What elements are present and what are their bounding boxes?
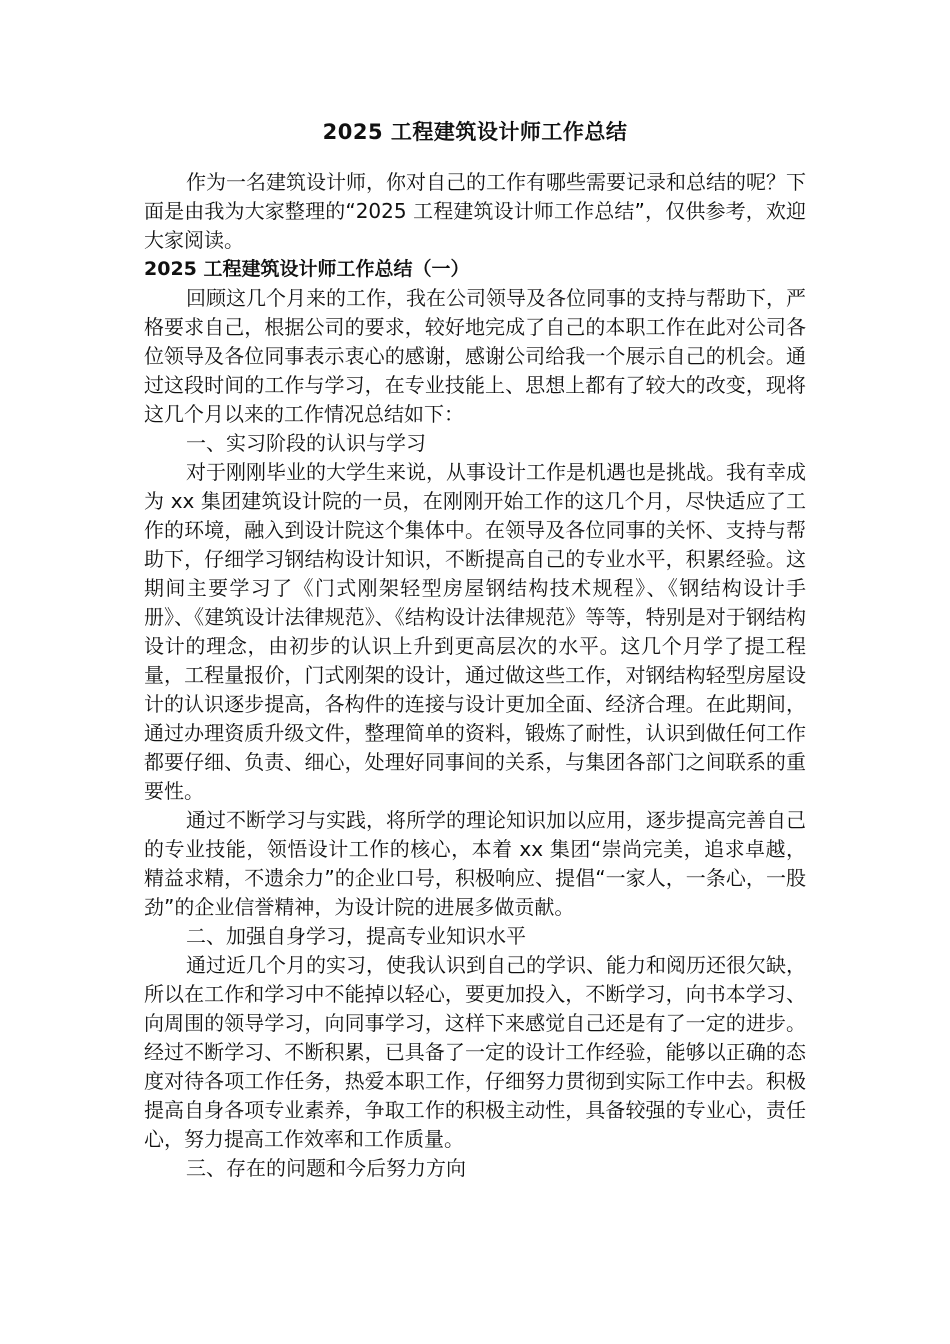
document-title: 2025 工程建筑设计师工作总结 — [322, 120, 628, 144]
paragraph-internship: 对于刚刚毕业的大学生来说，从事设计工作是机遇也是挑战。我有幸成为 xx 集团建筑设计院的一员，在刚刚开始工作的这几个月，尽快适应了工作的环境，融入到设计院这个集体中。在领导及各位同事的关怀、支持与帮助下，仔细学习钢结构设计知识，不断提高自己的专业水平，积累经验。这期间主要学习了《门式刚架轻型房屋钢结构技术规程》、《钢结构设计手册》、《建筑设计法律规范》、《结构设计法律规范》等等，特别是对于钢结构设计的理念，由初步的认识上升到更高层次的水平。这几个月学了提工程量，工程量报价，门式刚架的设计，通过做这些工作，对钢结构轻型房屋设计的认识逐步提高，各构件的连接与设计更加全面、经济合理。在此期间，通过办理资质升级文件，整理简单的资料，锻炼了耐性，认识到做任何工作都要仔细、负责、细心，处理好同事间的关系，与集团各部门之间联系的重要性。 — [144, 460, 806, 803]
subheading-internship: 一、实习阶段的认识与学习 — [186, 431, 426, 455]
section-heading: 2025 工程建筑设计师工作总结（一） — [144, 258, 470, 280]
subheading-self-study: 二、加强自身学习，提高专业知识水平 — [186, 924, 526, 948]
document-page — [144, 118, 806, 1183]
paragraph-self-study: 通过近几个月的实习，使我认识到自己的学识、能力和阅历还很欠缺，所以在工作和学习中不能掉以轻心，要更加投入，不断学习，向书本学习、向周围的领导学习，向同事学习，这样下来感觉自己还是有了一定的进步。经过不断学习、不断积累，已具备了一定的设计工作经验，能够以正确的态度对待各项工作任务，热爱本职工作，仔细努力贯彻到实际工作中去。积极提高自身各项专业素养，争取工作的积极主动性，具备较强的专业心，责任心，努力提高工作效率和工作质量。 — [144, 953, 806, 1151]
subheading-problems: 三、存在的问题和今后努力方向 — [186, 1156, 466, 1180]
intro-paragraph: 作为一名建筑设计师，你对自己的工作有哪些需要记录和总结的呢？下面是由我为大家整理的“2025 工程建筑设计师工作总结”，仅供参考，欢迎大家阅读。 — [144, 170, 806, 252]
paragraph-review: 回顾这几个月来的工作，我在公司领导及各位同事的支持与帮助下，严格要求自己，根据公司的要求，较好地完成了自己的本职工作在此对公司各位领导及各位同事表示衷心的感谢，感谢公司给我一个展示自己的机会。通过这段时间的工作与学习，在专业技能上、思想上都有了较大的改变，现将这几个月以来的工作情况总结如下： — [144, 286, 806, 426]
paragraph-practice: 通过不断学习与实践，将所学的理论知识加以应用，逐步提高完善自己的专业技能，领悟设计工作的核心，本着 xx 集团“崇尚完美，追求卓越，精益求精，不遗余力”的企业口号，积极响应、提倡“一家人，一条心，一股劲”的企业信誉精神，为设计院的进展多做贡献。 — [144, 808, 806, 919]
